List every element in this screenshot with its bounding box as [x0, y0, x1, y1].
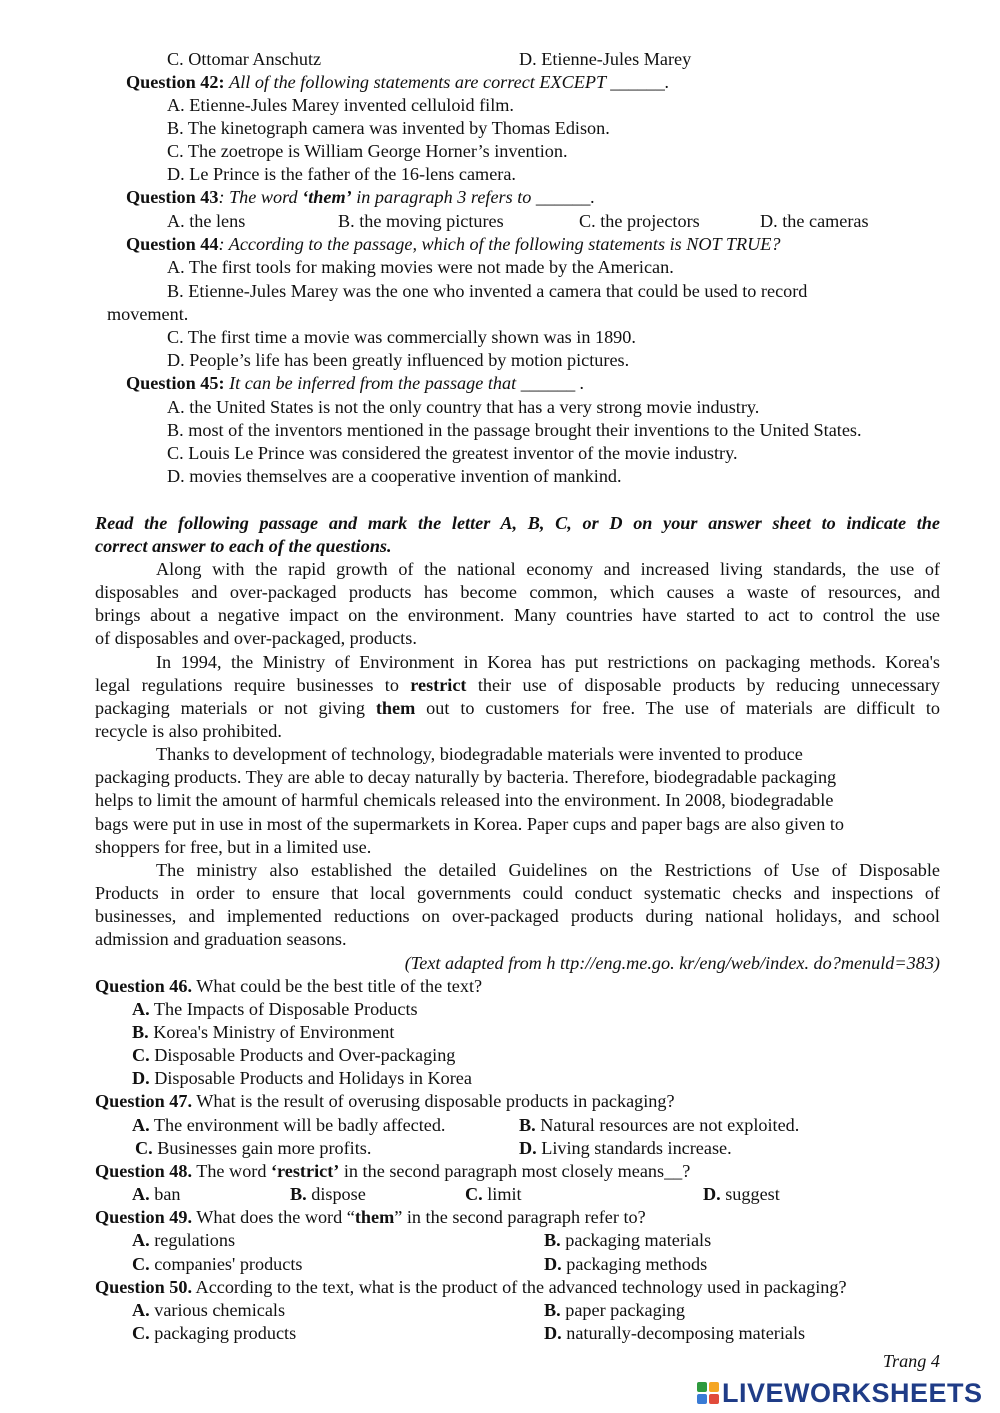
q47-option-c: C. Businesses gain more profits.	[135, 1138, 372, 1158]
passage-p2-line: In 1994, the Ministry of Environment in Korea has put restrictions on packaging methods. Korea's	[156, 652, 940, 672]
q49-option-d: D. packaging methods	[544, 1254, 708, 1274]
instruction-line-2: correct answer to each of the questions.	[95, 536, 392, 556]
q48-label: Question 48.	[95, 1161, 193, 1181]
q44-option-c: C. The first time a movie was commercially shown was in 1890.	[167, 327, 636, 347]
logo-square-icon	[697, 1394, 707, 1404]
passage-p1-line: of disposables and over-packaged, products.	[95, 628, 417, 648]
passage-p1-line: brings about a negative impact on the environment. Many countries have started to act to control the use	[95, 605, 940, 625]
logo-square-icon	[709, 1394, 719, 1404]
q41-option-c: C. Ottomar Anschutz	[167, 49, 322, 69]
q44-option-b: B. Etienne-Jules Marey was the one who invented a camera that could be used to record	[167, 281, 808, 301]
q48-option-d: D. suggest	[703, 1184, 780, 1204]
q43-key-word: ‘them’	[302, 187, 352, 207]
q50-label: Question 50.	[95, 1277, 193, 1297]
q42-stem	[126, 71, 669, 94]
passage-p1-line: disposables and over-packaged products has become common, which causes a waste of resources, and	[95, 582, 940, 602]
q50-option-a: A. various chemicals	[132, 1300, 286, 1320]
q44-stem	[126, 233, 780, 256]
passage-p1-line: Along with the rapid growth of the national economy and increased living standards, the use of	[156, 559, 940, 579]
q49-option-a: A. regulations	[132, 1230, 236, 1250]
q41-option-d: D. Etienne-Jules Marey	[519, 49, 692, 69]
q49-option-c: C. companies' products	[132, 1254, 303, 1274]
q43-option-d: D. the cameras	[760, 211, 869, 231]
q45-option-a: A. the United States is not the only country that has a very strong movie industry.	[167, 397, 760, 417]
passage-p3-line: packaging products. They are able to decay naturally by bacteria. Therefore, biodegradable packaging	[95, 767, 837, 787]
page-number: Trang 4	[882, 1351, 940, 1371]
q45-stem	[126, 372, 584, 395]
passage-p4-line: Products in order to ensure that local governments could conduct systematic checks and inspections of	[95, 883, 940, 903]
q42-option-c: C. The zoetrope is William George Horner’s invention.	[167, 141, 568, 161]
q43-option-a: A. the lens	[167, 211, 246, 231]
q47-option-d: D. Living standards increase.	[519, 1138, 732, 1158]
q44-text: : According to the passage, which of the following statements is NOT TRUE?	[218, 234, 781, 254]
liveworksheets-wordmark: LIVEWORKSHEETS	[722, 1377, 983, 1408]
q42-option-b: B. The kinetograph camera was invented by Thomas Edison.	[167, 118, 610, 138]
q50-option-d: D. naturally-decomposing materials	[544, 1323, 806, 1343]
q46-option-d: D. Disposable Products and Holidays in Korea	[132, 1068, 472, 1088]
q47-stem: Question 47. What is the result of overusing disposable products in packaging?	[95, 1091, 675, 1111]
q45-option-b: B. most of the inventors mentioned in the passage brought their inventions to the United States.	[167, 420, 862, 440]
q45-option-c: C. Louis Le Prince was considered the greatest inventor of the movie industry.	[167, 443, 738, 463]
q50-option-c: C. packaging products	[132, 1323, 297, 1343]
q47-option-b: B. Natural resources are not exploited.	[519, 1115, 800, 1135]
q48-option-c: C. limit	[465, 1184, 522, 1204]
q50-stem: Question 50. According to the text, what is the product of the advanced technology used in packaging?	[95, 1277, 847, 1297]
passage-p4-line: The ministry also established the detailed Guidelines on the Restrictions of Use of Disposable	[156, 860, 940, 880]
passage-p3-line: bags were put in use in most of the supermarkets in Korea. Paper cups and paper bags are also given to	[95, 814, 845, 834]
passage-source: (Text adapted from h ttp://eng.me.go. kr/eng/web/index. do?menuld=383)	[404, 953, 940, 973]
q46-option-b: B. Korea's Ministry of Environment	[132, 1022, 395, 1042]
q48-option-b: B. dispose	[290, 1184, 366, 1204]
q50-option-b: B. paper packaging	[544, 1300, 685, 1320]
keyword-them: them	[375, 698, 416, 718]
q45-option-d: D. movies themselves are a cooperative invention of mankind.	[167, 466, 622, 486]
passage-p2-line: packaging materials or not giving them out to customers for free. The use of materials are difficult to	[95, 698, 940, 718]
q48-stem: Question 48. The word ‘restrict’ in the second paragraph most closely means__?	[95, 1161, 691, 1181]
q43-option-c: C. the projectors	[579, 211, 700, 231]
q46-label: Question 46.	[95, 976, 193, 996]
q44-option-b-cont: movement.	[107, 304, 189, 324]
passage-p2-line: legal regulations require businesses to restrict their use of disposable products by reducing unnecessary	[95, 675, 940, 695]
q47-label: Question 47.	[95, 1091, 193, 1111]
q43-stem: Question 43: The word ‘them’ in paragraph 3 refers to ______.	[126, 187, 596, 207]
passage-p3-line: shoppers for free, but in a limited use.	[95, 837, 372, 857]
logo-square-icon	[709, 1382, 719, 1392]
q44-option-d: D. People’s life has been greatly influenced by motion pictures.	[167, 350, 630, 370]
q43-option-b: B. the moving pictures	[338, 211, 504, 231]
q49-key-word: them	[354, 1207, 395, 1227]
logo-square-icon	[697, 1382, 707, 1392]
q42-label: Question 42:	[126, 72, 225, 92]
passage-p3-line: Thanks to development of technology, biodegradable materials were invented to produce	[156, 744, 803, 764]
q48-option-a: A. ban	[132, 1184, 181, 1204]
q46-stem: Question 46. What could be the best title of the text?	[95, 976, 483, 996]
q45-text: It can be inferred from the passage that ______ .	[229, 373, 585, 393]
q47-option-a: A. The environment will be badly affected.	[132, 1115, 446, 1135]
keyword-restrict: restrict	[410, 675, 467, 695]
instruction-line-1: Read the following passage and mark the letter A, B, C, or D on your answer sheet to indicate the	[95, 513, 940, 533]
q44-label: Question 44	[126, 234, 219, 254]
q44-option-a: A. The first tools for making movies were not made by the American.	[167, 257, 674, 277]
passage-p3-line: helps to limit the amount of harmful chemicals released into the environment. In 2008, biodegradable	[95, 790, 834, 810]
q42-text: All of the following statements are correct EXCEPT ______.	[229, 72, 670, 92]
q45-label: Question 45:	[126, 373, 225, 393]
q49-stem: Question 49. What does the word “them” in the second paragraph refer to?	[95, 1207, 646, 1227]
q49-label: Question 49.	[95, 1207, 193, 1227]
passage-p2-line: recycle is also prohibited.	[95, 721, 282, 741]
q46-option-a: A. The Impacts of Disposable Products	[132, 999, 418, 1019]
q46-option-c: C. Disposable Products and Over-packaging	[132, 1045, 456, 1065]
liveworksheets-logo[interactable]	[697, 1378, 983, 1408]
q42-option-d: D. Le Prince is the father of the 16-lens camera.	[167, 164, 516, 184]
passage-p4-line: businesses, and implemented reductions on over-packaged products during national holidays, and school	[95, 906, 940, 926]
q49-option-b: B. packaging materials	[544, 1230, 712, 1250]
q48-key-word: ‘restrict’	[270, 1161, 340, 1181]
liveworksheets-logo-icon	[697, 1382, 719, 1404]
q43-label: Question 43	[126, 187, 219, 207]
q42-option-a: A. Etienne-Jules Marey invented celluloid film.	[167, 95, 514, 115]
passage-p4-line: admission and graduation seasons.	[95, 929, 347, 949]
